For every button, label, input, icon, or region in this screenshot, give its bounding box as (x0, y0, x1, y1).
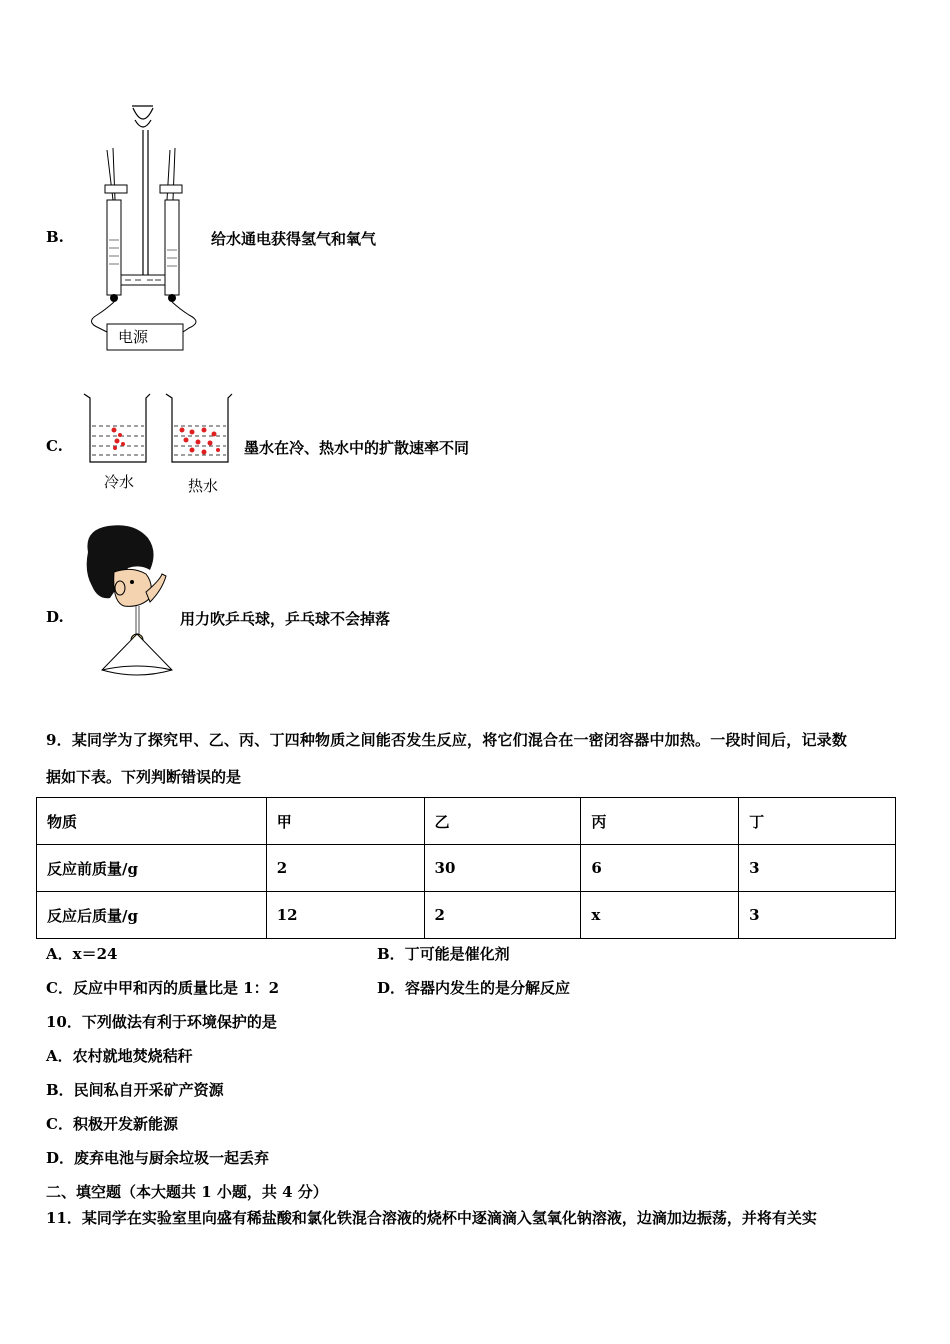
q9-option-a: A．x＝24 (46, 945, 118, 963)
option-b-text: 给水通电获得氢气和氧气 (211, 230, 377, 248)
table-header-row (37, 798, 896, 845)
q10-option-b: B．民间私自开采矿产资源 (46, 1081, 224, 1099)
table-cell: 丙 (581, 798, 739, 845)
table-cell: 12 (266, 892, 424, 939)
option-b-letter: B. (46, 228, 64, 246)
option-c-text: 墨水在冷、热水中的扩散速率不同 (244, 439, 470, 457)
electrolysis-apparatus-illustration (85, 100, 215, 355)
table-row (37, 845, 896, 892)
q9-stem-line2: 据如下表。下列判断错误的是 (46, 768, 242, 786)
q9-data-table (36, 797, 896, 939)
table-cell: 丁 (739, 798, 896, 845)
table-cell: x (581, 892, 739, 939)
q9-option-d: D．容器内发生的是分解反应 (377, 979, 571, 997)
hot-water-label: 热水 (188, 477, 219, 495)
table-cell: 6 (581, 845, 739, 892)
option-d-text: 用力吹乒乓球，乒乓球不会掉落 (180, 610, 391, 628)
boy-blowing-ball-illustration (80, 522, 180, 682)
table-cell: 乙 (424, 798, 581, 845)
q10-option-c: C．积极开发新能源 (46, 1115, 178, 1133)
q11-stem: 11．某同学在实验室里向盛有稀盐酸和氯化铁混合溶液的烧杯中逐滴滴入氢氧化钠溶液，边滴加边振荡，并将有关实 (46, 1209, 817, 1227)
table-cell: 2 (424, 892, 581, 939)
table-cell: 2 (266, 845, 424, 892)
option-d-letter: D. (46, 608, 64, 626)
q10-option-a: A．农村就地焚烧秸秆 (46, 1047, 193, 1065)
table-cell: 甲 (266, 798, 424, 845)
cold-water-label: 冷水 (104, 473, 135, 491)
q10-option-d: D．废弃电池与厨余垃圾一起丢弃 (46, 1149, 270, 1167)
beakers-illustration (82, 392, 242, 467)
section-2-title: 二、填空题（本大题共 1 小题，共 4 分） (46, 1183, 328, 1201)
q9-option-c: C．反应中甲和丙的质量比是 1：2 (46, 979, 280, 997)
table-row (37, 892, 896, 939)
table-cell: 反应前质量/g (37, 845, 267, 892)
option-c-letter: C. (46, 437, 63, 455)
table-cell: 30 (424, 845, 581, 892)
table-cell: 3 (739, 845, 896, 892)
q9-option-b: B．丁可能是催化剂 (377, 945, 510, 963)
q10-stem: 10．下列做法有利于环境保护的是 (46, 1013, 277, 1031)
power-supply-label: 电源 (118, 328, 149, 346)
q9-stem-line1: 9．某同学为了探究甲、乙、丙、丁四种物质之间能否发生反应，将它们混合在一密闭容器中加热。一段时间后，记录数 (46, 731, 848, 749)
table-cell: 物质 (37, 798, 267, 845)
table-cell: 反应后质量/g (37, 892, 267, 939)
table-cell: 3 (739, 892, 896, 939)
